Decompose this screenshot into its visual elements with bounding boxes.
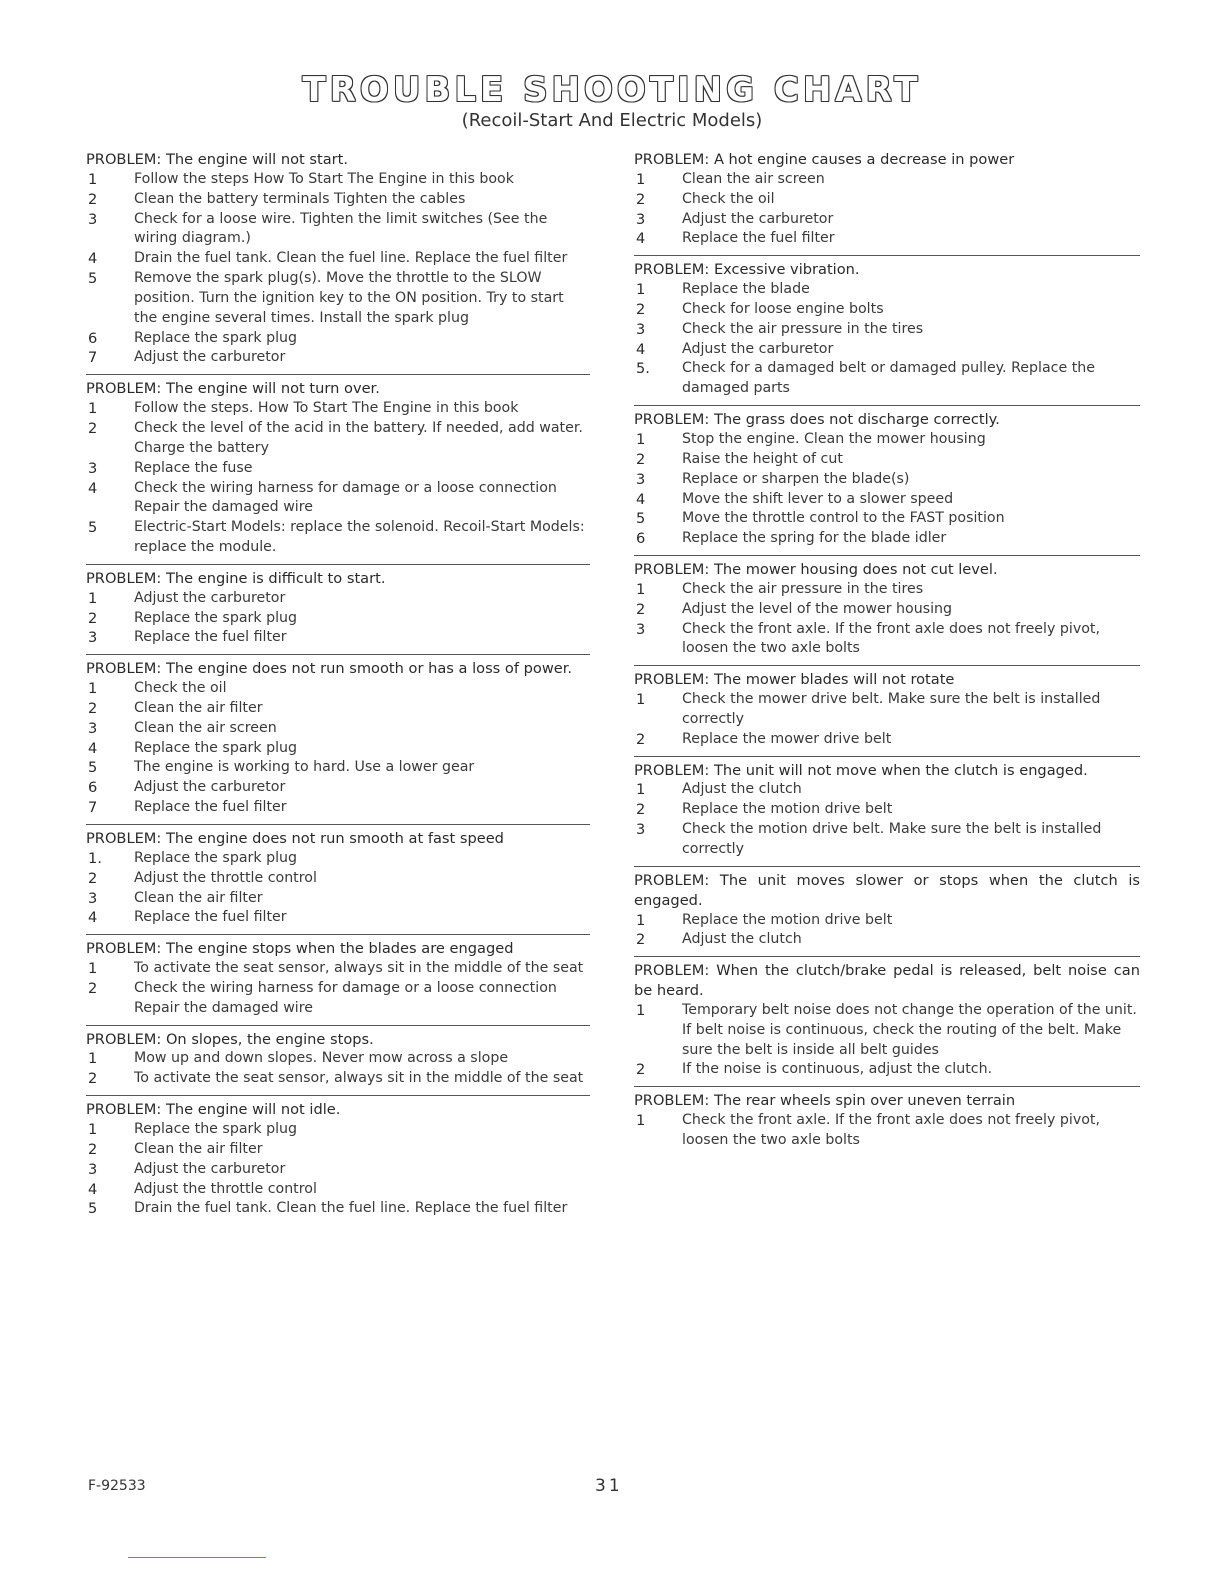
step-number: 2 — [88, 1070, 98, 1088]
solution-step — [634, 730, 1140, 750]
step-number: 1 — [88, 589, 98, 607]
solution-step — [86, 959, 590, 979]
solution-step — [634, 780, 1140, 800]
step-text: Check the air pressure in the tires — [682, 320, 924, 337]
solution-step — [634, 1001, 1140, 1061]
left-column — [86, 150, 590, 1219]
solution-list — [634, 1001, 1140, 1080]
problem-section — [86, 374, 590, 558]
problem-section — [86, 654, 590, 818]
solution-step — [86, 1069, 590, 1089]
step-number: 1 — [636, 1001, 646, 1019]
solution-step — [86, 1120, 590, 1140]
solution-list — [634, 170, 1140, 249]
solution-step — [634, 820, 1140, 860]
step-number: 3 — [88, 629, 98, 647]
problem-section — [86, 1025, 590, 1090]
step-text: Follow the steps How To Start The Engine in this book — [134, 170, 514, 187]
solution-step — [86, 1180, 590, 1200]
step-text: Check the motion drive belt. Make sure the belt is installed correctly — [682, 821, 1102, 857]
solution-list — [634, 911, 1140, 951]
solution-step — [634, 690, 1140, 730]
solution-step — [86, 348, 590, 368]
step-text: Adjust the carburetor — [134, 1160, 286, 1177]
solution-step — [634, 529, 1140, 549]
solution-step — [86, 329, 590, 349]
step-number: 2 — [636, 190, 646, 208]
step-text: Remove the spark plug(s). Move the throttle to the SLOW position. Turn the ignition key to the ON position. Try to start the engine several times. Install the spark plug — [134, 270, 564, 326]
step-number: 2 — [636, 1061, 646, 1079]
problem-section — [634, 255, 1140, 399]
step-number: 1 — [636, 580, 646, 598]
solution-step — [86, 249, 590, 269]
step-text: Check the oil — [134, 680, 227, 697]
step-text: Replace the fuel filter — [682, 230, 835, 247]
step-text: Check the oil — [682, 190, 775, 207]
step-text: Check the air pressure in the tires — [682, 580, 924, 597]
step-number: 7 — [88, 349, 98, 367]
step-text: Raise the height of cut — [682, 450, 843, 467]
step-number: 5 — [88, 759, 98, 777]
step-text: Adjust the carburetor — [134, 779, 286, 796]
step-text: Follow the steps. How To Start The Engine in this book — [134, 400, 519, 417]
step-text: The engine is working to hard. Use a lower gear — [134, 759, 475, 776]
solution-step — [86, 908, 590, 928]
step-number: 3 — [88, 889, 98, 907]
problem-heading: PROBLEM: The grass does not discharge correctly. — [634, 411, 1000, 429]
step-number: 2 — [88, 869, 98, 887]
step-text: Temporary belt noise does not change the operation of the unit. If belt noise is continuous, check the routing of the belt. Make sure the belt is inside all belt guides — [682, 1001, 1137, 1058]
step-number: 4 — [88, 909, 98, 927]
step-text: Check the mower drive belt. Make sure the belt is installed correctly — [682, 691, 1101, 727]
solution-step — [634, 911, 1140, 931]
step-text: Replace the motion drive belt — [682, 801, 893, 818]
solution-step — [86, 518, 590, 558]
step-number: 2 — [636, 300, 646, 318]
step-number: 1 — [636, 781, 646, 799]
solution-step — [86, 1140, 590, 1160]
step-text: Adjust the clutch — [682, 931, 802, 948]
solution-step — [86, 399, 590, 419]
problem-section — [634, 665, 1140, 749]
problem-section — [634, 405, 1140, 549]
solution-list — [86, 679, 590, 818]
step-number: 1 — [88, 680, 98, 698]
step-text: Adjust the carburetor — [682, 340, 834, 357]
page-number: 31 — [595, 1476, 623, 1496]
step-number: 4 — [636, 490, 646, 508]
solution-list — [86, 399, 590, 558]
step-number: 2 — [88, 979, 98, 997]
step-text: If the noise is continuous, adjust the clutch. — [682, 1061, 993, 1078]
problem-heading: PROBLEM: The rear wheels spin over uneven terrain — [634, 1092, 1016, 1110]
solution-step — [86, 979, 590, 1019]
step-number: 5 — [88, 519, 98, 537]
step-number: 1 — [636, 911, 646, 929]
solution-step — [86, 609, 590, 629]
problem-heading: PROBLEM: On slopes, the engine stops. — [86, 1030, 374, 1048]
step-number: 1 — [636, 1112, 646, 1130]
solution-step — [86, 628, 590, 648]
problem-heading: PROBLEM: The unit moves slower or stops when the clutch is engaged. — [634, 871, 1140, 909]
problem-heading: PROBLEM: A hot engine causes a decrease in power — [634, 151, 1015, 168]
problem-heading: PROBLEM: The mower housing does not cut level. — [634, 561, 998, 579]
problem-section — [634, 756, 1140, 860]
problem-heading: PROBLEM: When the clutch/brake pedal is released, belt noise can be heard. — [634, 962, 1140, 1000]
solution-step — [86, 1160, 590, 1180]
problem-heading: PROBLEM: The mower blades will not rotate — [634, 671, 955, 689]
solution-list — [86, 959, 590, 1019]
solution-step — [634, 800, 1140, 820]
step-text: Check for a loose wire. Tighten the limit switches (See the wiring diagram.) — [134, 210, 548, 247]
solution-step — [86, 1049, 590, 1069]
solution-step — [634, 210, 1140, 230]
problem-heading: PROBLEM: The unit will not move when the clutch is engaged. — [634, 761, 1088, 779]
step-text: Adjust the level of the mower housing — [682, 600, 953, 617]
solution-step — [634, 320, 1140, 340]
solution-list — [86, 1120, 590, 1219]
problem-section — [634, 956, 1140, 1080]
step-text: Replace the fuel filter — [134, 909, 287, 926]
step-number: 5. — [636, 360, 650, 378]
step-number: 1 — [636, 691, 646, 709]
solution-step — [86, 479, 590, 519]
solution-step — [86, 679, 590, 699]
problem-heading: PROBLEM: Excessive vibration. — [634, 261, 860, 279]
solution-step — [634, 580, 1140, 600]
solution-list — [86, 849, 590, 928]
step-text: Adjust the carburetor — [134, 349, 286, 366]
solution-list — [634, 280, 1140, 399]
solution-step — [634, 359, 1140, 399]
solution-step — [86, 849, 590, 869]
step-number: 4 — [636, 340, 646, 358]
solution-step — [634, 300, 1140, 320]
solution-step — [634, 490, 1140, 510]
step-number: 2 — [636, 600, 646, 618]
problem-heading: PROBLEM: The engine will not turn over. — [86, 380, 380, 398]
step-number: 1 — [636, 170, 646, 188]
solution-step — [634, 600, 1140, 620]
solution-step — [634, 1111, 1140, 1151]
step-text: Adjust the carburetor — [134, 589, 286, 606]
solution-step — [86, 739, 590, 759]
step-text: Replace the spark plug — [134, 1120, 298, 1137]
step-number: 4 — [636, 230, 646, 248]
step-text: Replace the fuse — [134, 459, 253, 476]
step-number: 2 — [636, 730, 646, 748]
problem-heading: PROBLEM: The engine will not idle. — [86, 1101, 341, 1119]
step-text: Replace the spark plug — [134, 329, 298, 346]
solution-step — [634, 430, 1140, 450]
step-number: 4 — [88, 250, 98, 268]
solution-step — [634, 450, 1140, 470]
solution-step — [86, 798, 590, 818]
step-text: Replace the spark plug — [134, 609, 298, 626]
solution-list — [634, 690, 1140, 750]
problem-section — [634, 866, 1140, 950]
step-number: 6 — [636, 530, 646, 548]
solution-step — [634, 229, 1140, 249]
solution-list — [634, 430, 1140, 549]
solution-step — [634, 170, 1140, 190]
step-text: Adjust the clutch — [682, 781, 802, 798]
step-number: 3 — [636, 470, 646, 488]
step-text: Move the shift lever to a slower speed — [682, 490, 954, 507]
step-text: Check the front axle. If the front axle does not freely pivot, loosen the two axle bolts — [682, 1112, 1100, 1148]
step-text: Check the wiring harness for damage or a loose connection Repair the damaged wire — [134, 979, 557, 1016]
problem-section — [634, 150, 1140, 249]
step-text: Check the front axle. If the front axle does not freely pivot, loosen the two axle bolts — [682, 620, 1100, 657]
solution-step — [86, 719, 590, 739]
problem-section — [634, 1086, 1140, 1151]
solution-step — [86, 699, 590, 719]
step-number: 1 — [88, 400, 98, 418]
problem-section — [86, 564, 590, 648]
step-number: 5 — [88, 270, 98, 288]
step-number: 5 — [88, 1200, 98, 1218]
problem-heading: PROBLEM: The engine will not start. — [86, 151, 349, 168]
problem-section — [86, 934, 590, 1018]
solution-list — [86, 1049, 590, 1089]
step-text: Clean the air filter — [134, 1140, 263, 1157]
step-number: 5 — [636, 510, 646, 528]
step-text: Stop the engine. Clean the mower housing — [682, 430, 986, 447]
step-number: 2 — [88, 609, 98, 627]
step-number: 4 — [88, 479, 98, 497]
solution-list — [86, 170, 590, 368]
step-number: 3 — [636, 620, 646, 638]
solution-step — [86, 419, 590, 459]
solution-step — [634, 470, 1140, 490]
step-text: Adjust the throttle control — [134, 1180, 317, 1197]
step-number: 1 — [88, 960, 98, 978]
problem-section — [86, 1095, 590, 1219]
step-number: 3 — [88, 459, 98, 477]
solution-step — [86, 778, 590, 798]
step-number: 1 — [636, 281, 646, 299]
step-text: Adjust the carburetor — [682, 210, 834, 227]
solution-step — [634, 190, 1140, 210]
step-text: Clean the air filter — [134, 889, 263, 906]
solution-step — [86, 459, 590, 479]
solution-step — [634, 930, 1140, 950]
solution-list — [86, 589, 590, 649]
step-number: 2 — [636, 931, 646, 949]
step-number: 1. — [88, 849, 102, 867]
step-text: Clean the air filter — [134, 699, 263, 716]
step-number: 1 — [88, 170, 98, 188]
step-text: Check the level of the acid in the battery. If needed, add water. Charge the battery — [134, 419, 583, 456]
step-number: 2 — [88, 190, 98, 208]
solution-step — [634, 340, 1140, 360]
step-number: 6 — [88, 779, 98, 797]
step-text: Replace or sharpen the blade(s) — [682, 470, 910, 487]
step-text: Replace the fuel filter — [134, 629, 287, 646]
step-number: 4 — [88, 739, 98, 757]
step-number: 3 — [88, 1160, 98, 1178]
solution-list — [634, 780, 1140, 859]
solution-step — [86, 869, 590, 889]
step-text: Move the throttle control to the FAST position — [682, 510, 1005, 527]
page-subtitle: (Recoil-Start And Electric Models) — [461, 110, 763, 131]
step-number: 3 — [636, 210, 646, 228]
solution-step — [86, 889, 590, 909]
problem-section — [634, 555, 1140, 659]
problem-heading: PROBLEM: The engine does not run smooth at fast speed — [86, 830, 504, 847]
step-text: Replace the spark plug — [134, 739, 298, 756]
solution-step — [634, 620, 1140, 660]
step-text: Electric-Start Models: replace the solenoid. Recoil-Start Models: replace the module. — [134, 519, 585, 556]
step-number: 4 — [88, 1180, 98, 1198]
step-text: Check the wiring harness for damage or a loose connection Repair the damaged wire — [134, 479, 557, 516]
step-number: 6 — [88, 329, 98, 347]
problem-heading: PROBLEM: The engine stops when the blades are engaged — [86, 940, 514, 958]
step-text: Replace the spring for the blade idler — [682, 530, 947, 547]
step-number: 1 — [636, 430, 646, 448]
step-text: Replace the fuel filter — [134, 799, 287, 816]
document-number: F-92533 — [88, 1478, 146, 1494]
solution-step — [86, 1199, 590, 1219]
solution-list — [634, 1111, 1140, 1151]
solution-step — [86, 758, 590, 778]
footer-rule — [128, 1557, 266, 1558]
step-number: 2 — [636, 801, 646, 819]
step-number: 1 — [88, 1050, 98, 1068]
step-number: 3 — [636, 320, 646, 338]
right-column — [634, 150, 1140, 1151]
page-title: TROUBLE SHOOTING CHART — [302, 70, 922, 110]
step-text: Adjust the throttle control — [134, 869, 317, 886]
step-number: 3 — [636, 821, 646, 839]
step-text: To activate the seat sensor, always sit in the middle of the seat — [134, 960, 584, 977]
step-text: Clean the air screen — [682, 170, 825, 187]
solution-list — [634, 580, 1140, 659]
solution-step — [86, 210, 590, 250]
solution-step — [86, 190, 590, 210]
step-text: Replace the mower drive belt — [682, 730, 892, 747]
step-text: Drain the fuel tank. Clean the fuel line. Replace the fuel filter — [134, 1200, 568, 1217]
step-text: Clean the battery terminals Tighten the cables — [134, 190, 466, 207]
solution-step — [634, 509, 1140, 529]
step-number: 3 — [88, 210, 98, 228]
step-number: 2 — [88, 699, 98, 717]
solution-step — [86, 170, 590, 190]
step-number: 3 — [88, 719, 98, 737]
step-text: To activate the seat sensor, always sit in the middle of the seat — [134, 1070, 584, 1087]
step-number: 7 — [88, 799, 98, 817]
step-text: Check for loose engine bolts — [682, 300, 884, 317]
step-text: Clean the air screen — [134, 719, 277, 736]
step-number: 2 — [88, 1140, 98, 1158]
step-text: Replace the spark plug — [134, 849, 298, 866]
step-number: 1 — [88, 1120, 98, 1138]
solution-step — [86, 269, 590, 329]
step-text: Check for a damaged belt or damaged pulley. Replace the damaged parts — [682, 360, 1095, 397]
problem-section — [86, 824, 590, 928]
step-text: Replace the motion drive belt — [682, 911, 893, 928]
solution-step — [634, 280, 1140, 300]
step-text: Mow up and down slopes. Never mow across a slope — [134, 1050, 509, 1067]
problem-section — [86, 150, 590, 368]
problem-heading: PROBLEM: The engine does not run smooth or has a loss of power. — [86, 660, 573, 678]
problem-heading: PROBLEM: The engine is difficult to start. — [86, 569, 386, 587]
solution-step — [634, 1060, 1140, 1080]
solution-step — [86, 589, 590, 609]
step-text: Drain the fuel tank. Clean the fuel line. Replace the fuel filter — [134, 250, 568, 267]
step-number: 2 — [88, 419, 98, 437]
step-number: 2 — [636, 450, 646, 468]
step-text: Replace the blade — [682, 281, 810, 298]
